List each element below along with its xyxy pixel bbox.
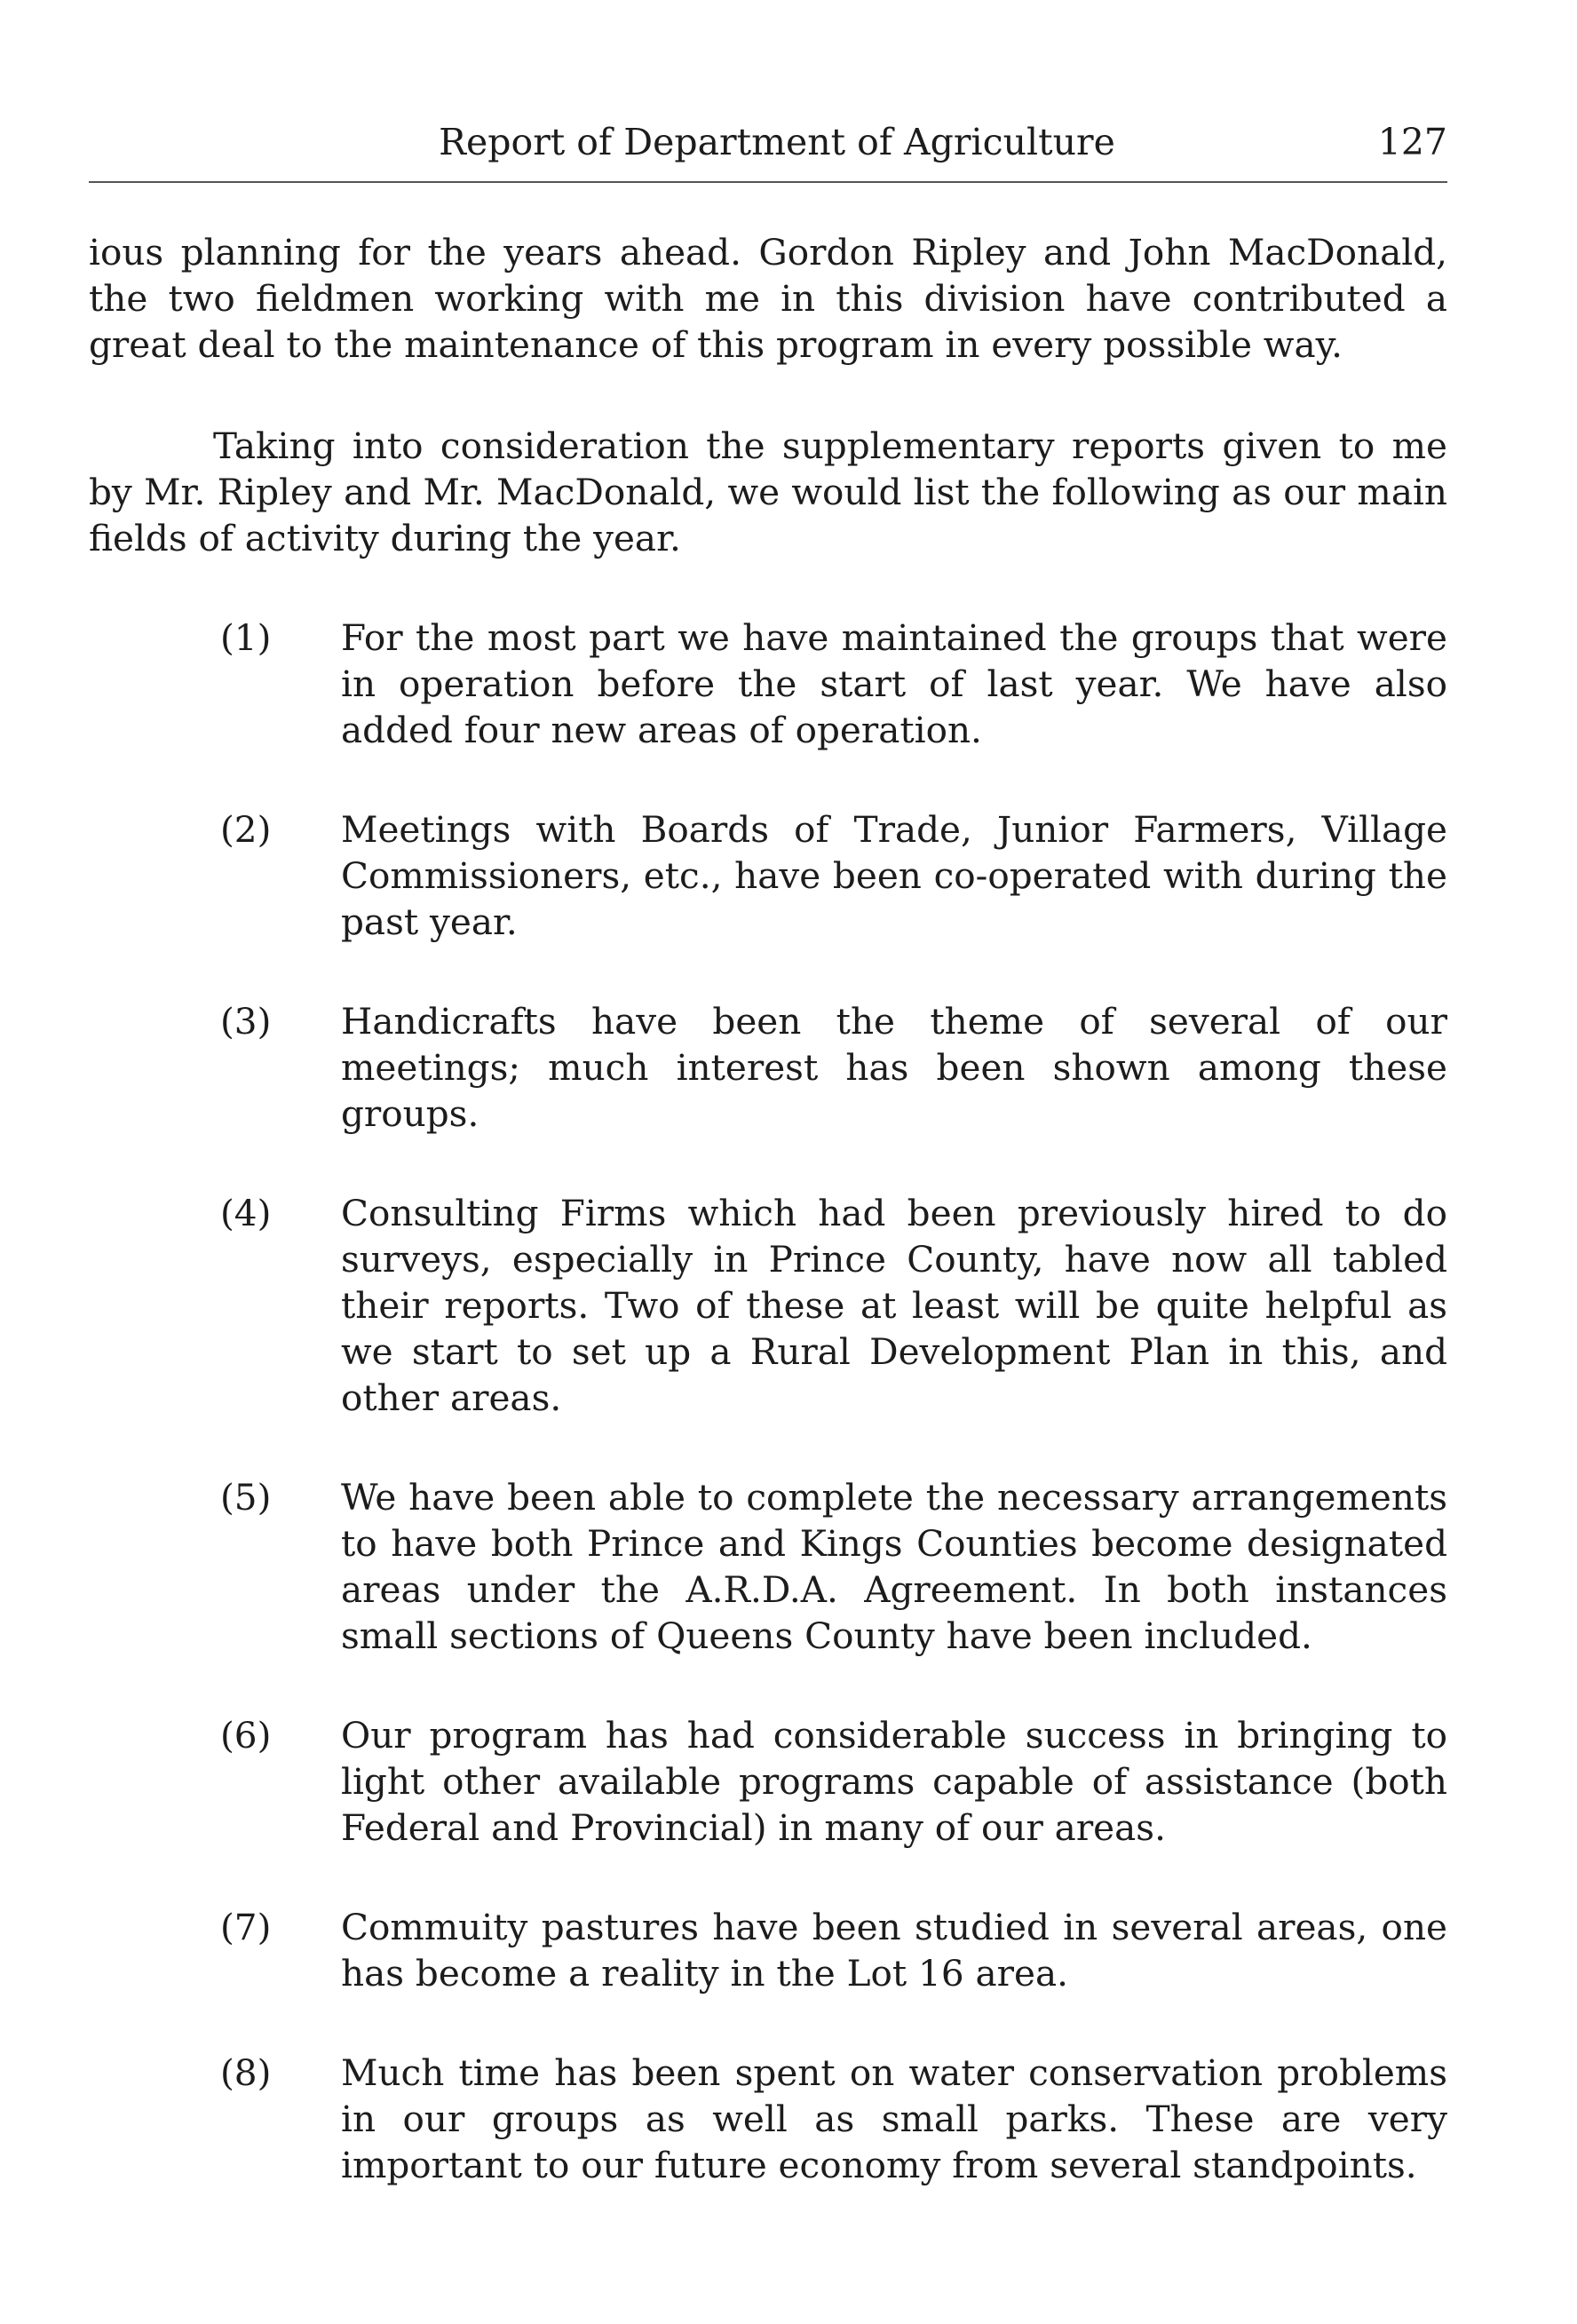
list-item [89,615,1447,753]
item-number: (6) [220,1714,272,1757]
item-number: (7) [220,1906,272,1948]
paragraph-intro: Taking into consideration the supplementary reports given to me by Mr. Ripley and Mr. MacDonald, we would list the following as our main fields of activity during the year. [89,424,1447,559]
running-header [89,115,1447,169]
running-title: Report of Department of Agriculture [439,121,1115,163]
item-text: Consulting Firms which had been previously hired to do surveys, especially in Prince County, have now all tabled their reports. Two of these at least will be quite helpful as we start to set up a Rural Development Plan in this, and other areas. [341,1192,1447,1419]
list-item [89,2050,1447,2188]
list-item [89,806,1447,945]
header-rule [89,181,1447,183]
item-number: (8) [220,2051,272,2094]
item-text: Meetings with Boards of Trade, Junior Farmers, Village Commissioners, etc., have been co-operated with during the past year. [341,808,1447,943]
paragraph-continuation: ious planning for the years ahead. Gordon Ripley and John MacDonald, the two fieldmen working with me in this division have contributed a great deal to the maintenance of this program in every possible way. [89,231,1447,366]
item-number: (4) [220,1192,272,1234]
item-text: Handicrafts have been the theme of several of our meetings; much interest has been shown among these groups. [341,1000,1447,1135]
item-text: We have been able to complete the necessary arrangements to have both Prince and Kings Counties become designated areas under the A.R.D.A. Agreement. In both instances small sections of Queens County have been included. [341,1476,1447,1657]
list-item [89,1904,1447,1996]
item-text: Much time has been spent on water conservation problems in our groups as well as small parks. These are very important to our future economy from several standpoints. [341,2051,1447,2186]
item-number: (5) [220,1476,272,1519]
item-number: (1) [220,616,272,659]
item-text: Our program has had considerable success in bringing to light other available programs capable of assistance (both Federal and Provincial) in many of our areas. [341,1714,1447,1849]
list-item [89,1712,1447,1851]
list-item [89,998,1447,1137]
activity-list [89,615,1447,2188]
item-text: Commuity pastures have been studied in several areas, one has become a reality in the Lot 16 area. [341,1906,1447,1995]
list-item [89,1474,1447,1659]
page-number: 127 [1377,121,1447,163]
list-item [89,1190,1447,1421]
item-text: For the most part we have maintained the groups that were in operation before the start of last year. We have also added four new areas of operation. [341,616,1447,751]
item-number: (2) [220,808,272,851]
item-number: (3) [220,1000,272,1043]
